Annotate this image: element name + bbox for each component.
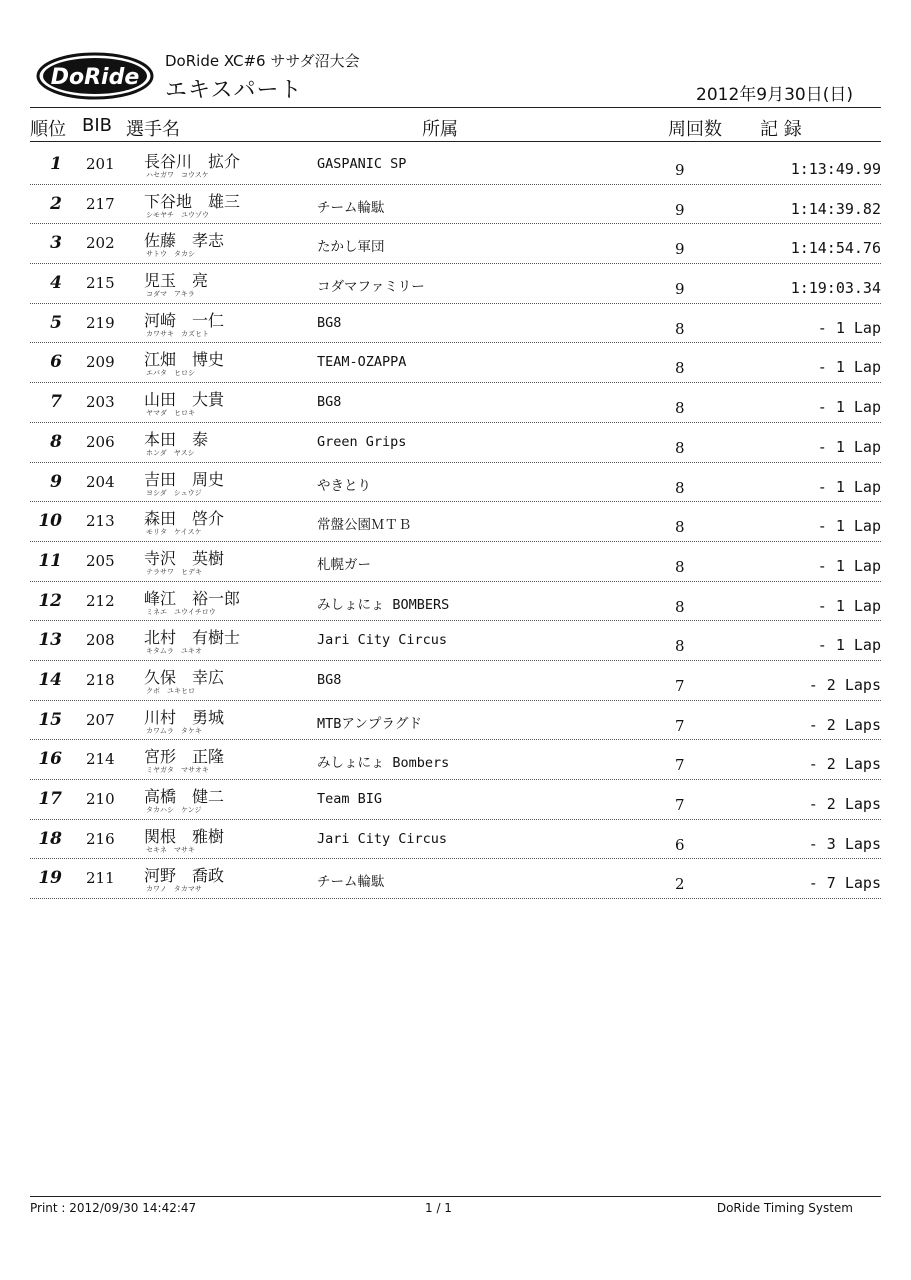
bib-cell: 201 bbox=[86, 155, 115, 173]
laps-cell: 8 bbox=[675, 637, 685, 656]
rank-cell: 15 bbox=[38, 709, 62, 730]
name-cell: 宮形 正隆 bbox=[144, 747, 225, 767]
record-cell: 1:14:39.82 bbox=[790, 199, 881, 218]
laps-cell: 8 bbox=[675, 518, 685, 537]
bib-cell: 206 bbox=[86, 432, 115, 451]
record-cell: - 2 Laps bbox=[808, 715, 881, 734]
bib-cell: 208 bbox=[86, 631, 115, 650]
laps-cell: 7 bbox=[675, 716, 685, 735]
name-cell: 関根 雅樹 bbox=[144, 826, 225, 846]
name-kana-cell: シモヤチ ユウゾウ bbox=[146, 210, 209, 219]
rank-cell: 6 bbox=[50, 352, 62, 373]
col-team-header: 所属 bbox=[422, 119, 458, 140]
name-cell: 峰江 裕一郎 bbox=[144, 588, 241, 608]
laps-cell: 9 bbox=[675, 161, 685, 179]
bib-cell: 212 bbox=[86, 591, 115, 610]
rank-cell: 18 bbox=[38, 828, 62, 849]
name-kana-cell: ハセガワ コウスケ bbox=[146, 171, 209, 179]
bib-cell: 218 bbox=[86, 670, 115, 689]
laps-cell: 7 bbox=[675, 796, 685, 814]
col-laps-header: 周回数 bbox=[668, 119, 722, 140]
rank-cell: 11 bbox=[38, 550, 62, 571]
name-kana-cell: タカハシ ケンジ bbox=[146, 806, 202, 814]
name-kana-cell: ホンダ ヤスシ bbox=[146, 448, 195, 457]
col-record-header: 記 録 bbox=[760, 119, 802, 140]
rank-cell: 13 bbox=[38, 630, 62, 651]
bib-cell: 209 bbox=[86, 353, 115, 372]
team-cell: やきとり bbox=[317, 477, 371, 494]
name-cell: 下谷地 雄三 bbox=[144, 191, 241, 211]
race-date: 2012年9月30日(日) bbox=[696, 85, 853, 105]
record-cell: - 1 Lap bbox=[817, 636, 881, 655]
col-bib-header: BIB bbox=[82, 115, 113, 136]
team-cell: BG8 bbox=[317, 394, 342, 411]
name-kana-cell: エバタ ヒロシ bbox=[146, 369, 195, 378]
name-cell: 佐藤 孝志 bbox=[144, 231, 225, 251]
table-row bbox=[30, 582, 881, 622]
name-kana-cell: コダマ アキラ bbox=[146, 290, 195, 299]
name-kana-cell: テラサワ ヒデキ bbox=[146, 567, 202, 576]
event-title: DoRide XC#6 ササダ沼大会 bbox=[165, 52, 360, 70]
bib-cell: 207 bbox=[86, 710, 115, 729]
laps-cell: 9 bbox=[675, 200, 685, 219]
table-row bbox=[30, 304, 881, 344]
laps-cell: 7 bbox=[675, 756, 685, 775]
name-cell: 北村 有樹士 bbox=[144, 628, 241, 648]
header-rule-top bbox=[30, 107, 881, 108]
record-cell: - 3 Laps bbox=[808, 834, 881, 853]
page-number: 1 / 1 bbox=[425, 1201, 452, 1215]
laps-cell: 6 bbox=[675, 835, 685, 854]
rank-cell: 9 bbox=[50, 471, 62, 492]
record-cell: - 1 Lap bbox=[817, 358, 881, 377]
name-cell: 河野 喬政 bbox=[144, 866, 225, 886]
team-cell: たかし軍団 bbox=[317, 239, 385, 256]
table-row bbox=[30, 423, 881, 463]
name-cell: 森田 啓介 bbox=[144, 509, 225, 529]
laps-cell: 8 bbox=[675, 597, 685, 616]
team-cell: Team BIG bbox=[317, 791, 383, 807]
record-cell: - 2 Laps bbox=[808, 795, 881, 813]
record-cell: - 1 Lap bbox=[817, 596, 881, 615]
name-cell: 吉田 周史 bbox=[144, 469, 225, 489]
team-cell: BG8 bbox=[317, 314, 342, 331]
laps-cell: 8 bbox=[675, 359, 685, 378]
footer-rule bbox=[30, 1196, 881, 1197]
record-cell: - 1 Lap bbox=[817, 398, 881, 417]
team-cell: みしょにょ Bombers bbox=[317, 755, 450, 772]
col-rank-header: 順位 bbox=[30, 119, 66, 140]
header-rule-bottom bbox=[30, 141, 881, 142]
team-cell: TEAM-OZAPPA bbox=[317, 354, 407, 371]
name-kana-cell: サトウ タカシ bbox=[146, 250, 195, 259]
name-cell: 高橋 健二 bbox=[144, 787, 225, 806]
table-row bbox=[30, 145, 881, 185]
table-row bbox=[30, 264, 881, 304]
record-cell: - 1 Lap bbox=[817, 437, 881, 456]
laps-cell: 2 bbox=[675, 875, 685, 894]
record-cell: 1:14:54.76 bbox=[790, 239, 881, 258]
record-cell: 1:13:49.99 bbox=[790, 160, 881, 178]
name-kana-cell: ヤマダ ヒロキ bbox=[146, 409, 195, 418]
table-row bbox=[30, 224, 881, 264]
team-cell: GASPANIC SP bbox=[317, 156, 407, 172]
rank-cell: 2 bbox=[50, 193, 62, 214]
table-row bbox=[30, 383, 881, 423]
name-cell: 本田 泰 bbox=[144, 429, 209, 449]
record-cell: - 7 Laps bbox=[808, 874, 881, 893]
name-cell: 川村 勇城 bbox=[144, 707, 225, 727]
laps-cell: 8 bbox=[675, 438, 685, 457]
laps-cell: 7 bbox=[675, 676, 685, 695]
name-cell: 江畑 博史 bbox=[144, 350, 225, 370]
rank-cell: 12 bbox=[38, 590, 62, 611]
laps-cell: 8 bbox=[675, 399, 685, 418]
bib-cell: 203 bbox=[86, 393, 115, 412]
category-title: エキスパート bbox=[165, 78, 303, 103]
name-kana-cell: カワムラ タケキ bbox=[146, 726, 202, 735]
rank-cell: 19 bbox=[38, 868, 62, 889]
name-kana-cell: クボ ユキヒロ bbox=[146, 686, 195, 695]
bib-cell: 205 bbox=[86, 551, 115, 570]
team-cell: Green Grips bbox=[317, 433, 407, 450]
rank-cell: 1 bbox=[50, 154, 62, 174]
name-cell: 寺沢 英樹 bbox=[144, 548, 225, 568]
record-cell: - 1 Lap bbox=[817, 517, 881, 536]
rank-cell: 14 bbox=[38, 669, 62, 690]
results-table bbox=[30, 145, 881, 899]
table-row bbox=[30, 701, 881, 741]
table-row bbox=[30, 185, 881, 225]
laps-cell: 8 bbox=[675, 478, 685, 497]
record-cell: - 1 Lap bbox=[817, 318, 881, 337]
rank-cell: 17 bbox=[38, 789, 62, 809]
team-cell: チーム輪駄 bbox=[317, 874, 385, 891]
bib-cell: 213 bbox=[86, 512, 115, 531]
team-cell: 常盤公園ＭＴＢ bbox=[317, 517, 412, 534]
rank-cell: 8 bbox=[50, 431, 62, 452]
name-kana-cell: セキネ マサキ bbox=[146, 845, 195, 854]
team-cell: チーム輪駄 bbox=[317, 199, 385, 216]
bib-cell: 211 bbox=[86, 869, 115, 888]
name-kana-cell: カワノ タカマサ bbox=[146, 885, 202, 894]
name-kana-cell: ミヤガタ マサオキ bbox=[146, 766, 209, 775]
bib-cell: 214 bbox=[86, 750, 115, 769]
bib-cell: 202 bbox=[86, 234, 115, 253]
bib-cell: 215 bbox=[86, 274, 115, 293]
team-cell: MTBアンプラグド bbox=[317, 715, 422, 732]
rank-cell: 3 bbox=[50, 233, 62, 254]
laps-cell: 8 bbox=[675, 319, 685, 338]
name-kana-cell: キタムラ ユキオ bbox=[146, 647, 202, 656]
table-row bbox=[30, 740, 881, 780]
table-row bbox=[30, 661, 881, 701]
bib-cell: 217 bbox=[86, 194, 115, 213]
rank-cell: 10 bbox=[38, 511, 62, 532]
bib-cell: 210 bbox=[86, 790, 115, 808]
name-cell: 児玉 亮 bbox=[144, 271, 209, 291]
rank-cell: 7 bbox=[50, 392, 62, 413]
name-cell: 久保 幸広 bbox=[144, 667, 225, 687]
col-name-header: 選手名 bbox=[126, 119, 180, 140]
record-cell: - 1 Lap bbox=[817, 477, 881, 496]
rank-cell: 5 bbox=[50, 312, 62, 333]
team-cell: みしょにょ BOMBERS bbox=[317, 596, 450, 613]
system-name: DoRide Timing System bbox=[716, 1201, 853, 1215]
team-cell: 札幌ガー bbox=[317, 556, 371, 573]
record-cell: - 2 Laps bbox=[808, 755, 881, 774]
name-kana-cell: カワサキ カズヒト bbox=[146, 329, 209, 338]
name-cell: 長谷川 拡介 bbox=[144, 152, 241, 171]
logo-text: DoRide bbox=[50, 65, 140, 90]
laps-cell: 9 bbox=[675, 240, 685, 259]
bib-cell: 216 bbox=[86, 829, 115, 848]
team-cell: Jari City Circus bbox=[317, 830, 448, 847]
table-row bbox=[30, 621, 881, 661]
laps-cell: 9 bbox=[675, 280, 685, 299]
rank-cell: 4 bbox=[50, 273, 62, 294]
table-row bbox=[30, 542, 881, 582]
name-cell: 河崎 一仁 bbox=[144, 310, 225, 330]
team-cell: Jari City Circus bbox=[317, 632, 448, 649]
table-row bbox=[30, 859, 881, 899]
table-row bbox=[30, 343, 881, 383]
name-kana-cell: ヨシダ シュウジ bbox=[146, 488, 202, 497]
name-kana-cell: モリタ ケイスケ bbox=[146, 528, 202, 537]
table-row bbox=[30, 820, 881, 860]
team-cell: BG8 bbox=[317, 671, 342, 688]
bib-cell: 219 bbox=[86, 313, 115, 332]
bib-cell: 204 bbox=[86, 472, 115, 491]
name-kana-cell: ミネエ ユウイチロウ bbox=[146, 607, 216, 616]
name-cell: 山田 大貴 bbox=[144, 390, 225, 410]
record-cell: - 2 Laps bbox=[808, 675, 881, 694]
rank-cell: 16 bbox=[38, 749, 62, 770]
record-cell: - 1 Lap bbox=[817, 556, 881, 575]
print-timestamp: Print : 2012/09/30 14:42:47 bbox=[30, 1201, 197, 1215]
doride-logo bbox=[36, 52, 154, 100]
team-cell: コダマファミリー bbox=[317, 279, 425, 296]
table-row bbox=[30, 502, 881, 542]
laps-cell: 8 bbox=[675, 557, 685, 576]
table-row bbox=[30, 463, 881, 503]
table-row bbox=[30, 780, 881, 820]
record-cell: 1:19:03.34 bbox=[790, 279, 881, 298]
